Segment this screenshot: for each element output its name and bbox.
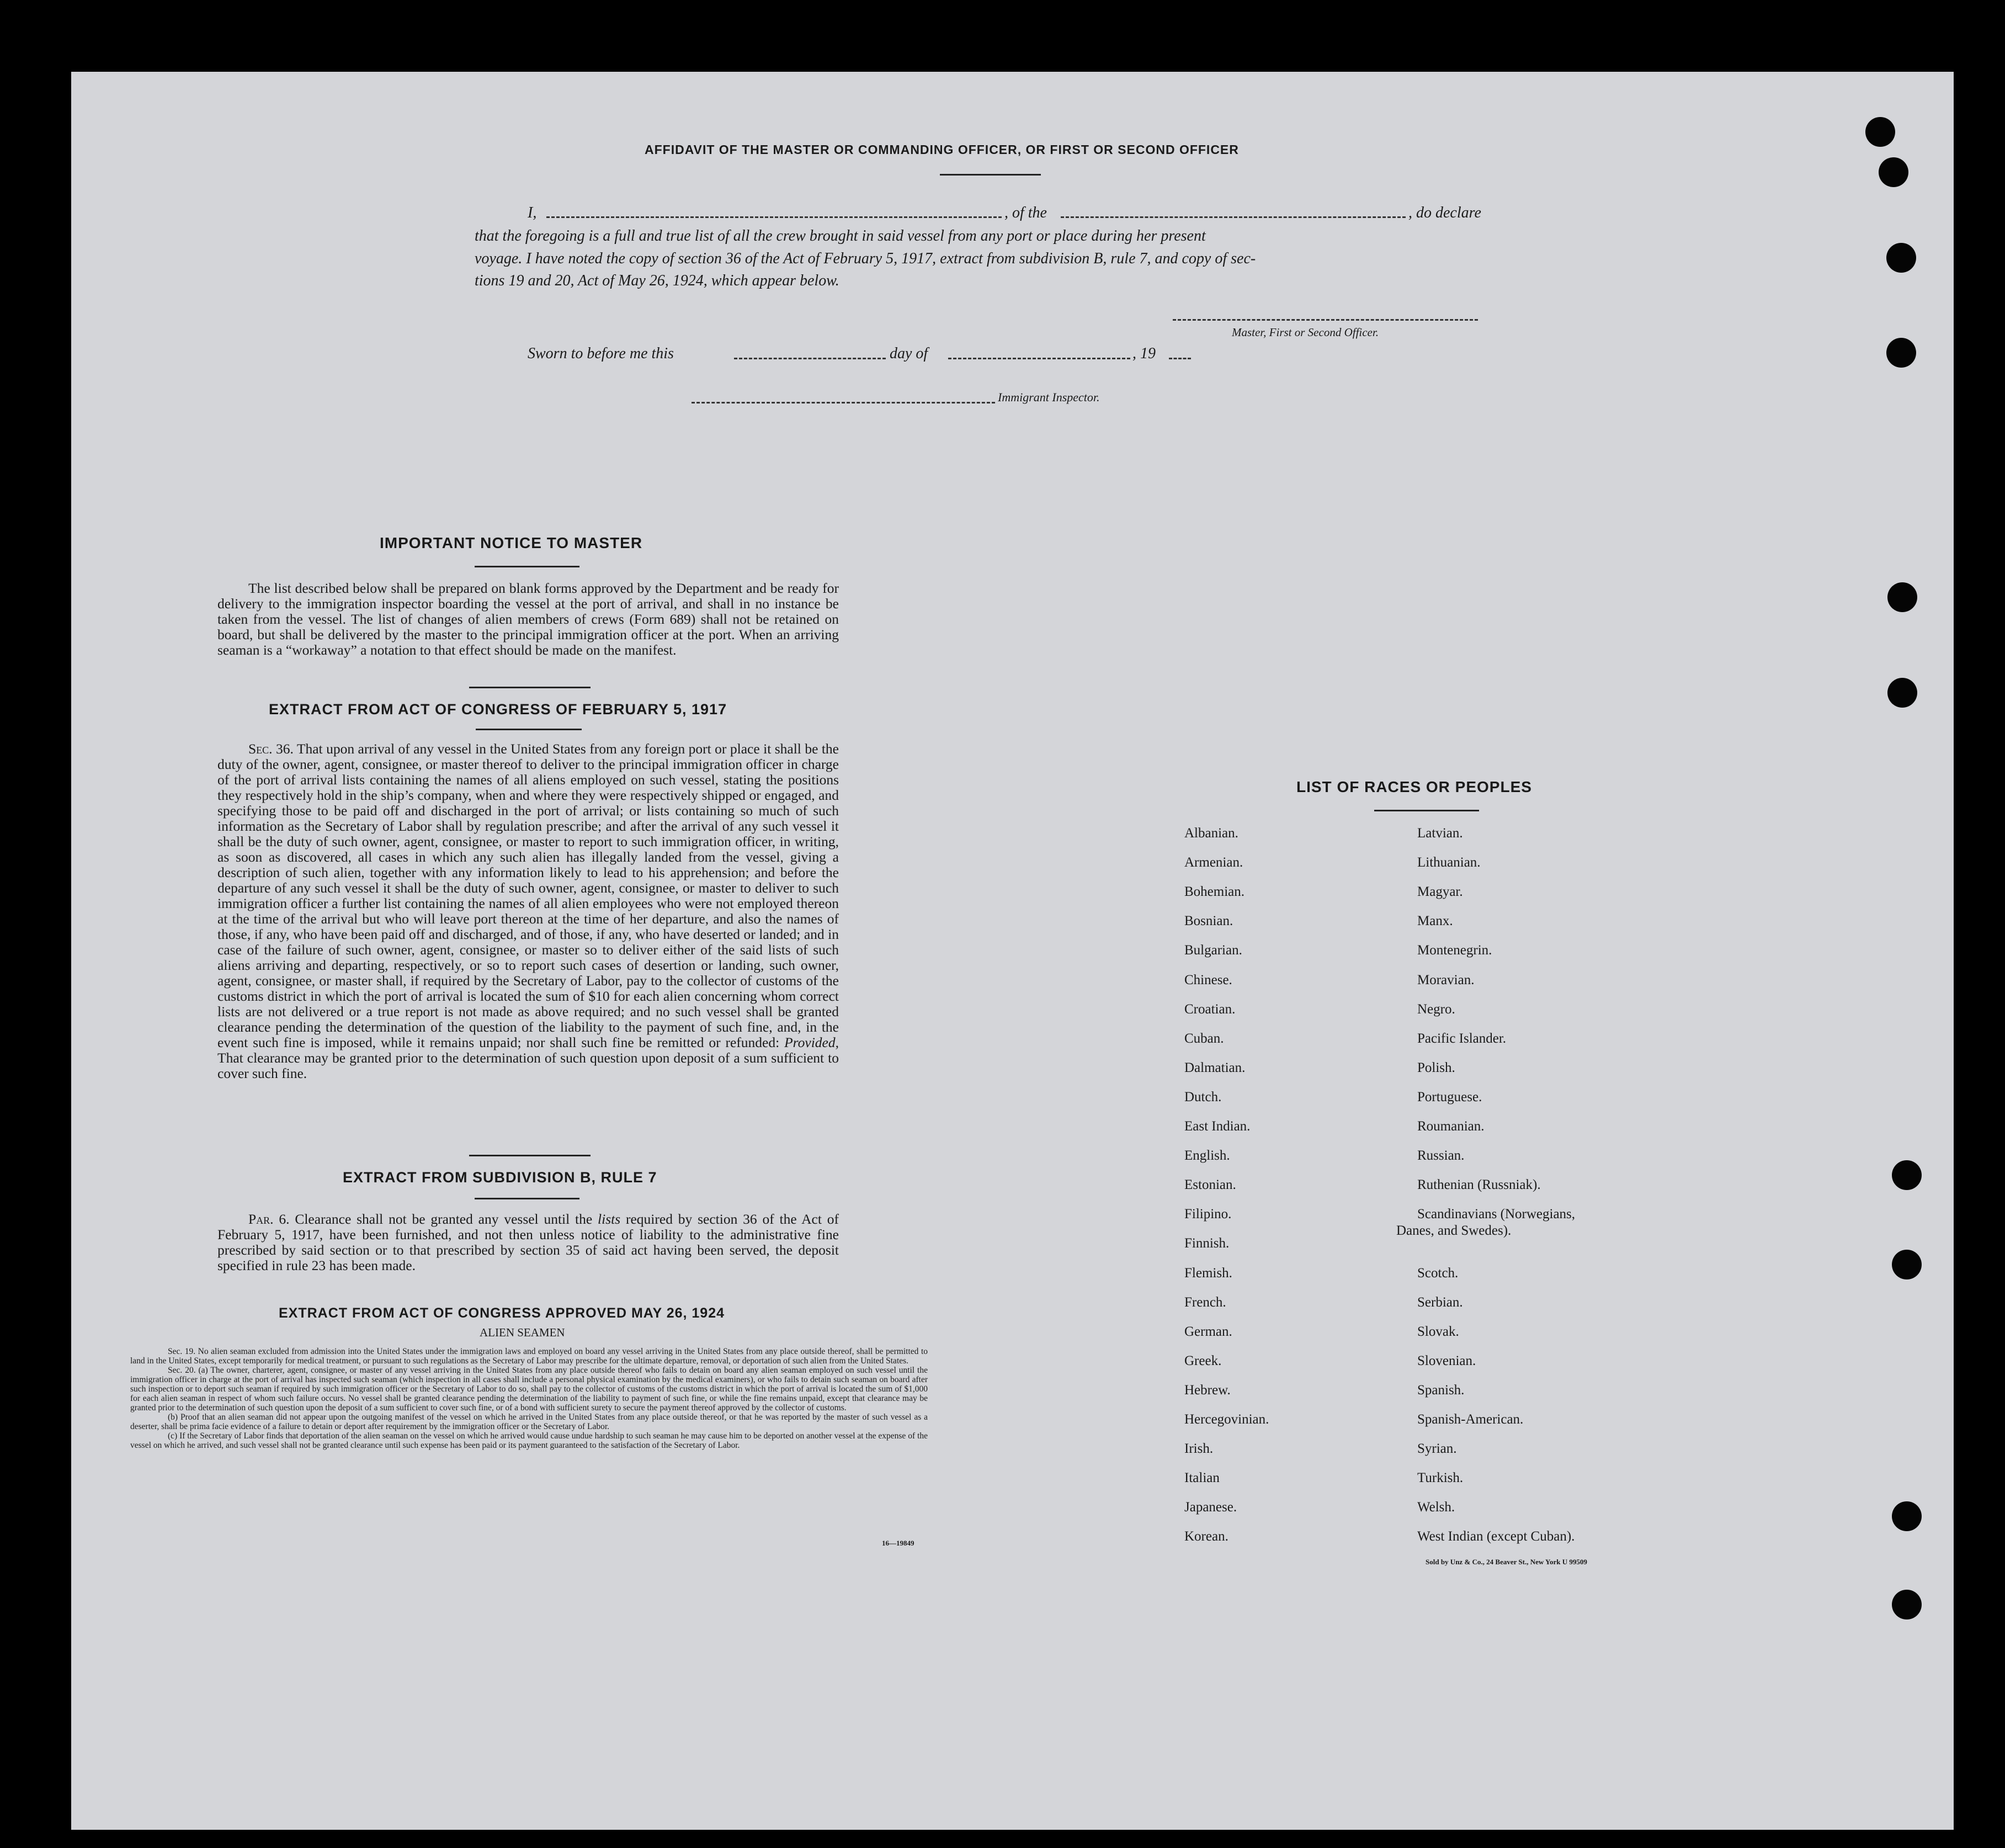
divider — [1374, 810, 1479, 811]
race-item: Albanian. — [1184, 826, 1238, 841]
master-label: Master, First or Second Officer. — [1232, 326, 1379, 339]
form-number: 16—19849 — [882, 1539, 914, 1547]
race-item: Polish. — [1417, 1060, 1455, 1075]
affidavit-do-declare: , do declare — [1408, 204, 1481, 221]
race-item: Flemish. — [1184, 1265, 1232, 1281]
race-item: Turkish. — [1417, 1470, 1464, 1486]
punch-hole — [1879, 157, 1908, 187]
punch-hole — [1886, 243, 1916, 273]
master-signature-line[interactable] — [1173, 319, 1478, 321]
sec-20c-text: (c) If the Secretary of Labor finds that deportation of the alien seaman on the vessel on which he arrived would cause undue hardship to such seaman he may cause him to be deported on another vessel at the expense of the vessel on which he arrived, and such vessel shall not be granted clearance until such expense has been paid or its payment guaranteed to the satisfaction of the Secretary of Labor. — [130, 1431, 928, 1450]
race-item: Korean. — [1184, 1529, 1228, 1544]
rule7-text — [217, 1212, 839, 1273]
race-item: Negro. — [1417, 1001, 1455, 1017]
sworn-day-blank[interactable] — [734, 358, 886, 359]
rule7-text-a: Clearance shall not be granted any vessel until the — [295, 1211, 593, 1227]
race-item: Syrian. — [1417, 1441, 1457, 1457]
extract-1917-title: EXTRACT FROM ACT OF CONGRESS OF FEBRUARY 5, 1917 — [269, 701, 727, 718]
notice-title: IMPORTANT NOTICE TO MASTER — [380, 534, 643, 551]
race-item: Spanish-American. — [1417, 1412, 1524, 1427]
race-item: Irish. — [1184, 1441, 1214, 1457]
divider — [940, 174, 1041, 176]
race-item: Moravian. — [1417, 972, 1475, 987]
punch-hole — [1892, 1590, 1922, 1619]
race-item: Spanish. — [1417, 1382, 1465, 1398]
sold-by-text: Sold by Unz & Co., 24 Beaver St., New York U 99509 — [1426, 1558, 1587, 1566]
race-item: Russian. — [1417, 1148, 1465, 1164]
vessel-blank[interactable] — [1061, 216, 1406, 218]
divider — [469, 687, 591, 688]
race-item: Cuban. — [1184, 1031, 1224, 1046]
sworn-month-blank[interactable] — [948, 358, 1130, 359]
race-item: Roumanian. — [1417, 1119, 1485, 1134]
race-item: Bohemian. — [1184, 884, 1245, 900]
race-item: Filipino. — [1184, 1207, 1232, 1222]
race-item: Hebrew. — [1184, 1382, 1231, 1398]
year-text: , 19 — [1132, 345, 1156, 362]
punch-hole — [1892, 1501, 1922, 1531]
race-item: Slovenian. — [1417, 1353, 1476, 1368]
sworn-text: Sworn to before me this — [528, 345, 674, 362]
races-title: LIST OF RACES OR PEOPLES — [1296, 778, 1532, 795]
divider — [475, 566, 579, 567]
divider — [475, 1198, 579, 1199]
race-item: Croatian. — [1184, 1001, 1236, 1017]
race-item: Montenegrin. — [1417, 943, 1492, 958]
race-item: Scotch. — [1417, 1265, 1459, 1281]
punch-hole — [1892, 1250, 1922, 1279]
year-blank[interactable] — [1169, 358, 1191, 359]
extract-1924-text — [130, 1347, 928, 1450]
race-item: West Indian (except Cuban). — [1417, 1529, 1575, 1544]
race-item: Bulgarian. — [1184, 943, 1242, 958]
race-item: Italian — [1184, 1470, 1220, 1486]
race-item: Welsh. — [1417, 1500, 1455, 1515]
affidavit-of-the: , of the — [1004, 204, 1047, 221]
race-item: Lithuanian. — [1417, 855, 1481, 870]
affidavit-title: AFFIDAVIT OF THE MASTER OR COMMANDING OFFICER, OR FIRST OR SECOND OFFICER — [645, 142, 1239, 157]
sec-19-text: Sec. 19. No alien seaman excluded from admission into the United States under the immigration laws and employed on board any vessel arriving in the United States from any place outside thereof, shall be permitted to land in the United States, except temporarily for medical treatment, or pursuant to such regulations as the Secretary of Labor may prescribe for the ultimate departure, removal, or deportation of such alien from the United States. — [130, 1347, 928, 1366]
punch-hole — [1892, 1160, 1922, 1190]
extract-1924-title: EXTRACT FROM ACT OF CONGRESS APPROVED MAY 26, 1924 — [279, 1305, 725, 1321]
race-item: Serbian. — [1417, 1294, 1463, 1310]
race-item: Danes, and Swedes). — [1396, 1223, 1512, 1239]
race-item: Scandinavians (Norwegians, — [1417, 1207, 1576, 1222]
divider — [469, 1155, 591, 1156]
day-of-text: day of — [890, 345, 928, 362]
race-item: Latvian. — [1417, 826, 1463, 841]
affidavit-i: I, — [528, 204, 537, 221]
race-item: East Indian. — [1184, 1119, 1251, 1134]
inspector-label: Immigrant Inspector. — [998, 390, 1100, 404]
race-item: Magyar. — [1417, 884, 1463, 900]
affidavit-line4: tions 19 and 20, Act of May 26, 1924, which appear below. — [475, 272, 839, 289]
punch-hole — [1887, 582, 1917, 612]
race-item: Armenian. — [1184, 855, 1243, 870]
sec-36-label: Sec. 36. — [248, 741, 294, 757]
race-item: English. — [1184, 1148, 1230, 1164]
sec-36-text-end: That clearance may be granted prior to the determination of such question upon deposit of a sum sufficient to cover such fine. — [217, 1050, 839, 1081]
provided-word: Provided, — [784, 1034, 839, 1050]
notice-text — [217, 581, 839, 658]
affidavit-line2: that the foregoing is a full and true list of all the crew brought in said vessel from any port or place during her present — [475, 227, 1206, 245]
race-item: Ruthenian (Russniak). — [1417, 1177, 1541, 1193]
race-item: Bosnian. — [1184, 914, 1233, 929]
race-item: Manx. — [1417, 914, 1453, 929]
race-item: Chinese. — [1184, 972, 1232, 987]
race-item: Finnish. — [1184, 1236, 1230, 1251]
race-item: German. — [1184, 1324, 1232, 1339]
sec-20b-text: (b) Proof that an alien seaman did not appear upon the outgoing manifest of the vessel on which he arrived in the United States from any place outside thereof, or that he was reported by the master of such vessel as a deserter, shall be prima facie evidence of a failure to detain or deport after requirement by the immigration officer or the Secretary of Labor. — [130, 1412, 928, 1431]
race-item: Slovak. — [1417, 1324, 1459, 1339]
punch-hole — [1886, 338, 1916, 368]
lists-word: lists — [598, 1211, 621, 1227]
race-item: Dutch. — [1184, 1089, 1222, 1104]
race-item: Hercegovinian. — [1184, 1412, 1269, 1427]
rule7-text-b: required by section 36 of the Act of February 5, 1917, have been furnished, and not then unless notice of liability to the administrative fine prescribed by said section or to that prescribed by section 35 of said act having been served, the deposit specified in rule 23 has been made. — [217, 1211, 839, 1273]
punch-hole — [1887, 678, 1917, 708]
race-item: French. — [1184, 1294, 1226, 1310]
race-item: Dalmatian. — [1184, 1060, 1246, 1075]
extract-1917-text — [217, 741, 839, 1081]
race-item: Pacific Islander. — [1417, 1031, 1507, 1046]
race-item: Portuguese. — [1417, 1089, 1482, 1104]
race-item: Greek. — [1184, 1353, 1222, 1368]
rule7-title: EXTRACT FROM SUBDIVISION B, RULE 7 — [343, 1169, 657, 1186]
race-item: Japanese. — [1184, 1500, 1237, 1515]
sec-20a-text: Sec. 20. (a) The owner, charterer, agent, consignee, or master of any vessel arriving in the United States from any place outside thereof who fails to detain on board any alien seaman employed on such vessel until the immigration officer in charge at the port of arrival has inspected such seaman (which inspection in all cases shall include a personal physical examination by the medical examiners), or who fails to detain such seaman on board after such inspection or to deport such seaman if required by such immigration officer or the Secretary of Labor to do so, shall pay to the collector of customs of the customs district in which the port of arrival is located the sum of $1,000 for each alien seaman in respect of whom such failure occurs. No vessel shall be granted clearance pending the determination of the liability to payment of such fine, or while the fine remains unpaid, except that clearance may be granted prior to the determination of such question upon the deposit of a sum sufficient to cover such fine, or of a bond with sufficient surety to secure the payment thereof approved by the collector of customs. — [130, 1366, 928, 1412]
notice-paragraph: The list described below shall be prepared on blank forms approved by the Department and be ready for delivery to the immigration inspector boarding the vessel at the port of arrival, and shall in no instance be taken from the vessel. The list of changes of alien members of crews (Form 689) shall not be retained on board, but shall be delivered by the master to the principal immigration officer at the port. When an arriving seaman is a “workaway” a notation to that effect should be made on the manifest. — [217, 580, 839, 658]
affidavit-line3: voyage. I have noted the copy of section 36 of the Act of February 5, 1917, extract from subdivision B, rule 7, and copy of sec- — [475, 250, 1256, 267]
punch-hole — [1865, 117, 1895, 147]
divider — [476, 729, 582, 730]
inspector-signature-line[interactable] — [692, 402, 995, 403]
sec-36-text: That upon arrival of any vessel in the United States from any foreign port or place it shall be the duty of the owner, agent, consignee, or master thereof to deliver to the principal immigration officer in charge of the port of arrival lists containing the names of all aliens employed on such vessel, stating the positions they respectively hold in the ship’s company, when and where they were respectively shipped or engaged, and specifying those to be paid off and discharged in the port of arrival; or lists containing so much of such information as the Secretary of Labor shall by regulation prescribe; and after the arrival of any such vessel it shall be the duty of such owner, agent, consignee, or master to report to such immigration officer, in writing, as soon as discovered, all cases in which any such alien has illegally landed from the vessel, giving a description of such alien, together with any information likely to lead to his apprehension; and before the departure of any such vessel it shall be the duty of such owner, agent, consignee, or master to deliver to such immigration officer a further list containing the names of all alien employees who were not employed thereon at the time of the arrival but who will leave port thereon at the time of her departure, and also the names of those, if any, who have been paid off and discharged, and of those, if any, who have deserted or landed; and in case of the failure of such owner, agent, consignee, or master so to deliver either of the said lists of such aliens arriving and departing, respectively, or so to report such cases of desertion or landing, such owner, agent, consignee, or master shall, if required by the Secretary of Labor, pay to the collector of customs of the customs district in which the port of arrival is located the sum of $10 for each alien concerning whom correct lists are not delivered or a true report is not made as above required; and no such vessel shall be granted clearance pending the determination of the question of the liability to the payment of such fine, and, in the event such fine is imposed, while it remains unpaid; nor shall such fine be remitted or refunded: — [217, 741, 839, 1050]
par-6-label: Par. 6. — [248, 1211, 290, 1227]
race-item: Estonian. — [1184, 1177, 1236, 1193]
alien-seamen-subtitle: ALIEN SEAMEN — [480, 1326, 565, 1339]
name-blank[interactable] — [546, 216, 1002, 218]
